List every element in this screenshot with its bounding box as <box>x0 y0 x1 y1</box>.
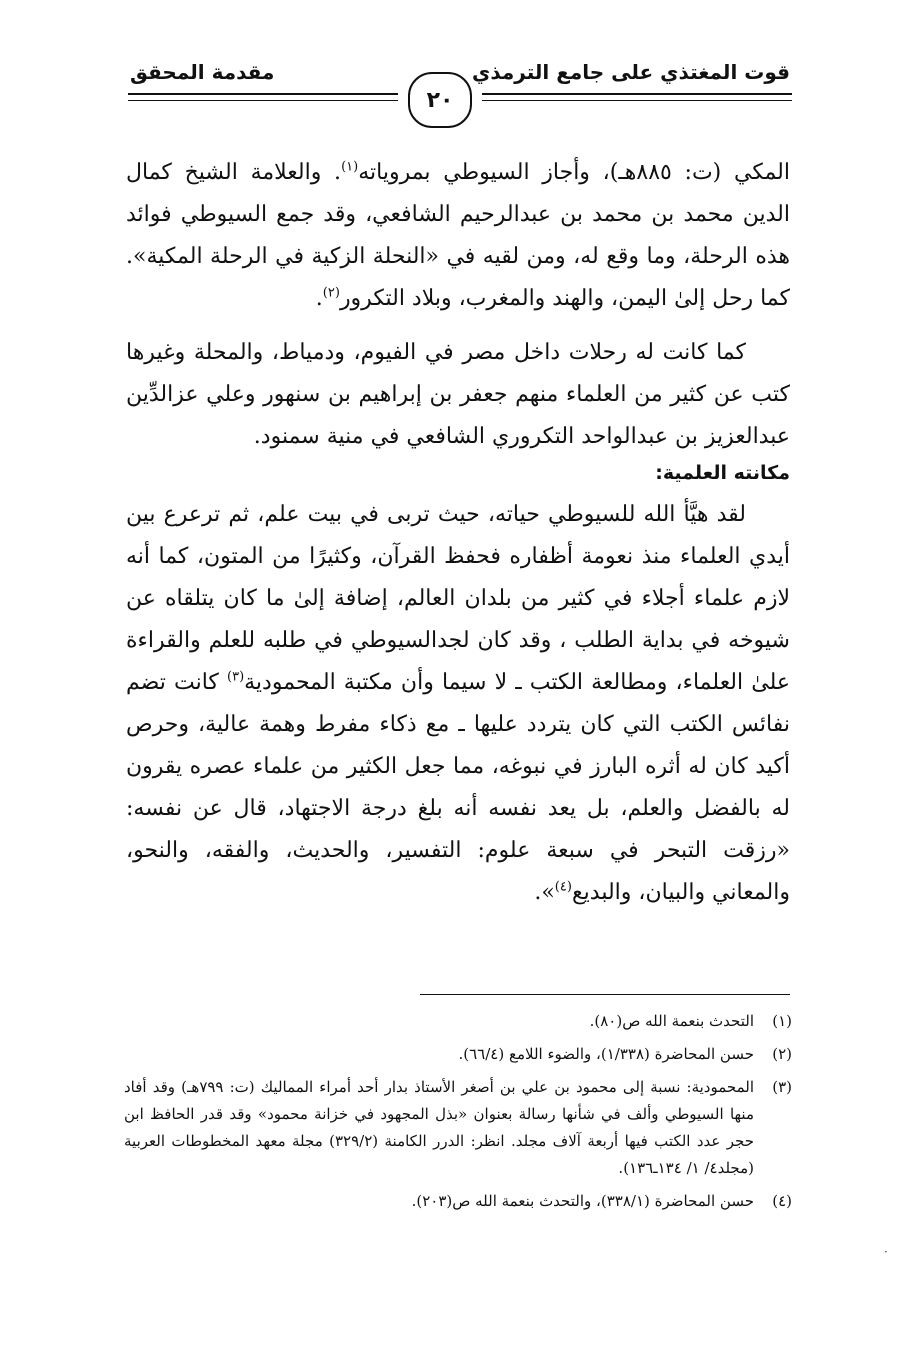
footnote-text: حسن المحاضرة (٣٣٨/١)، والتحدث بنعمة الله ص(٢٠٣). <box>411 1192 754 1210</box>
footnote-4 <box>124 1188 792 1215</box>
paragraph-1 <box>126 152 790 320</box>
paragraph-3-part-a: لقد هيَّأ الله للسيوطي حياته، حيث تربى في بيت علم، ثم ترعرع بين أيدي العلماء منذ نعومة أظفاره فحفظ القرآن، وكثيرًا من المتون، كما أنه لازم علماء أجلاء في كثير من بلدان العالم، إضافة إلىٰ ما كان يتلقاه عن شيوخه في بداية الطلب ، وقد كان لجدالسيوطي في طلبه للعلم والقراءة علىٰ العلماء، ومطالعة الكتب ـ لا سيما وأن مكتبة المحمودية <box>126 502 790 695</box>
paragraph-1-part-c: . <box>315 286 323 311</box>
footnote-ref-3: (٣) <box>227 669 245 685</box>
footnote-ref-2: (٢) <box>322 285 340 301</box>
header-rule-right-bottom <box>482 100 792 101</box>
running-title: قوت المغتذي على جامع الترمذي <box>472 60 790 84</box>
footnote-text: التحدث بنعمة الله ص(٨٠). <box>589 1012 754 1030</box>
paragraph-3-part-c: ». <box>534 880 555 905</box>
footnote-number: (٤) <box>772 1192 792 1210</box>
header-rule-right-top <box>482 93 792 95</box>
footnote-text: المحمودية: نسبة إلى محمود بن علي بن أصغر الأستاذ بدار أحد أمراء المماليك (ت: ٧٩٩هـ) وقد أفاد منها السيوطي وألف في شأنها رسالة بعنوان «بذل المجهود في خزانة محمود» وقد قدر الحافظ ابن حجر عدد الكتب فيها أربعة آلاف مجلد. انظر: الدرر الكامنة (٣٢٩/٢) مجلة معهد المخطوطات العربية (مجلد٤/ ١/ ١٣٤ـ١٣٦). <box>124 1078 754 1177</box>
page-number <box>408 72 472 128</box>
header-rule-left-bottom <box>128 100 398 101</box>
paragraph-1-part-a: المكي (ت: ٨٨٥هـ)، وأجاز السيوطي بمروياته <box>358 160 790 185</box>
footnote-separator <box>420 994 790 995</box>
footnote-number: (١) <box>772 1012 792 1030</box>
paragraph-2: كما كانت له رحلات داخل مصر في الفيوم، ودمياط، والمحلة وغيرها كتب عن كثير من العلماء منهم جعفر بن إبراهيم بن سنهور وعلي عزالدِّين عبدالعزيز بن عبدالواحد التكروري الشافعي في منية سمنود. <box>126 340 790 449</box>
footnotes <box>124 1008 792 1221</box>
footnote-2 <box>124 1041 792 1068</box>
stray-mark: · <box>884 1245 888 1259</box>
paragraph-3 <box>126 494 790 914</box>
header-rule-left-top <box>128 93 398 95</box>
footnote-text: حسن المحاضرة (١/٣٣٨)، والضوء اللامع (٦٦/٤). <box>458 1045 754 1063</box>
page-number-text: ٢٠ <box>426 87 454 113</box>
section-title: مقدمة المحقق <box>130 60 275 84</box>
footnote-3 <box>124 1074 792 1182</box>
footnote-1 <box>124 1008 792 1035</box>
footnote-ref-1: (١) <box>341 159 359 175</box>
footnote-number: (٢) <box>772 1045 792 1063</box>
subheading: مكانته العلمية: <box>655 462 790 484</box>
footnote-number: (٣) <box>772 1078 792 1096</box>
body-text <box>126 152 790 914</box>
paragraph-1-part-b: . والعلامة الشيخ كمال الدين محمد بن محمد بن عبدالرحيم الشافعي، وقد جمع السيوطي فوائد هذه الرحلة، وما وقع له، ومن لقيه في «النحلة الزكية في الرحلة المكية». كما رحل إلىٰ اليمن، والهند والمغرب، وبلاد التكرور <box>126 160 790 311</box>
paragraph-3-part-b: كانت تضم نفائس الكتب التي كان يتردد عليها ـ مع ذكاء مفرط وهمة عالية، وحرص أكيد كان له أثره البارز في نبوغه، مما جعل الكثير من علماء عصره يقرون له بالفضل والعلم، بل يعد نفسه أنه بلغ درجة الاجتهاد، قال عن نفسه: «رزقت التبحر في سبعة علوم: التفسير، والحديث، والفقه، والنحو، والمعاني والبيان، والبديع <box>126 670 790 905</box>
footnote-ref-4: (٤) <box>554 879 572 895</box>
